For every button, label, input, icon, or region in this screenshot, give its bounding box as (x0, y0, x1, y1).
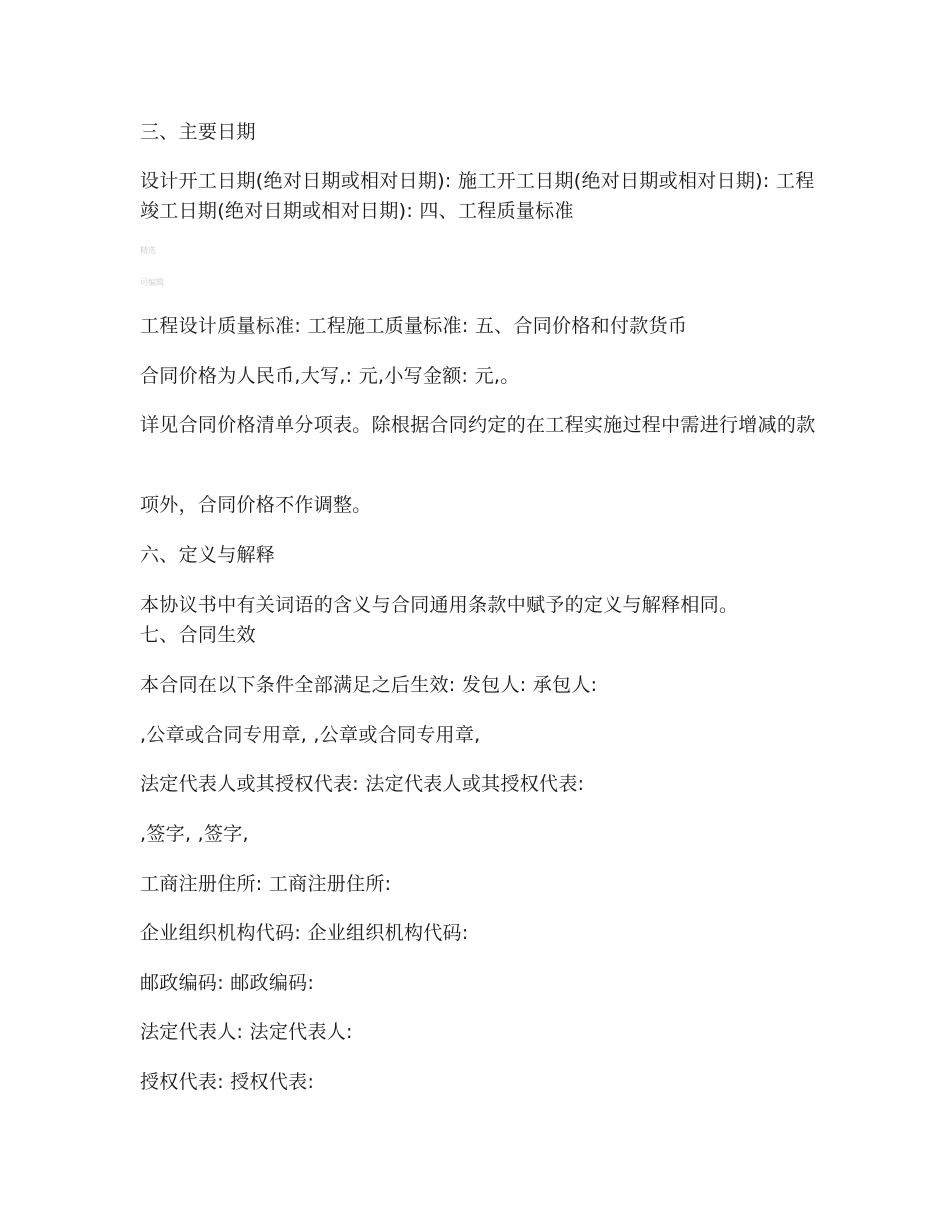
paragraph-legal-representative: 法定代表人或其授权代表: 法定代表人或其授权代表: (140, 773, 585, 795)
paragraph-organization-code: 企业组织机构代码: 企业组织机构代码: (140, 922, 469, 944)
watermark-text: 可编辑 (140, 278, 164, 287)
paragraph-registered-address: 工商注册住所: 工商注册住所: (140, 873, 392, 895)
paragraph-seal: ,公章或合同专用章, ,公章或合同专用章, (140, 724, 481, 746)
paragraph-signature: ,签字, ,签字, (140, 823, 249, 845)
section-heading-effectiveness: 七、合同生效 (140, 624, 256, 646)
paragraph-authorized-rep: 授权代表: 授权代表: (140, 1071, 315, 1093)
paragraph-price-list: 详见合同价格清单分项表。除根据合同约定的在工程实施过程中需进行增减的款 (140, 414, 816, 436)
paragraph-effective-conditions: 本合同在以下条件全部满足之后生效: 发包人: 承包人: (140, 674, 598, 696)
section-heading-main-dates: 三、主要日期 (140, 121, 256, 143)
paragraph-legal-rep: 法定代表人: 法定代表人: (140, 1021, 353, 1043)
paragraph-price-no-adjust: 项外，合同价格不作调整。 (140, 494, 372, 516)
paragraph-dates: 设计开工日期(绝对日期或相对日期): 施工开工日期(绝对日期或相对日期): 工程竣工日期(绝对日期或相对日期): 四、工程质量标准 (140, 170, 815, 222)
section-heading-definitions: 六、定义与解释 (140, 544, 276, 566)
paragraph-postal-code: 邮政编码: 邮政编码: (140, 972, 315, 994)
watermark-text: 精选 (140, 246, 156, 255)
paragraph-contract-price: 合同价格为人民币,大写,: 元,小写金额: 元,。 (140, 365, 520, 387)
paragraph-quality-standard: 工程设计质量标准: 工程施工质量标准: 五、合同价格和付款货币 (140, 315, 688, 337)
paragraph-definitions: 本协议书中有关词语的含义与合同通用条款中赋予的定义与解释相同。 (140, 594, 739, 616)
